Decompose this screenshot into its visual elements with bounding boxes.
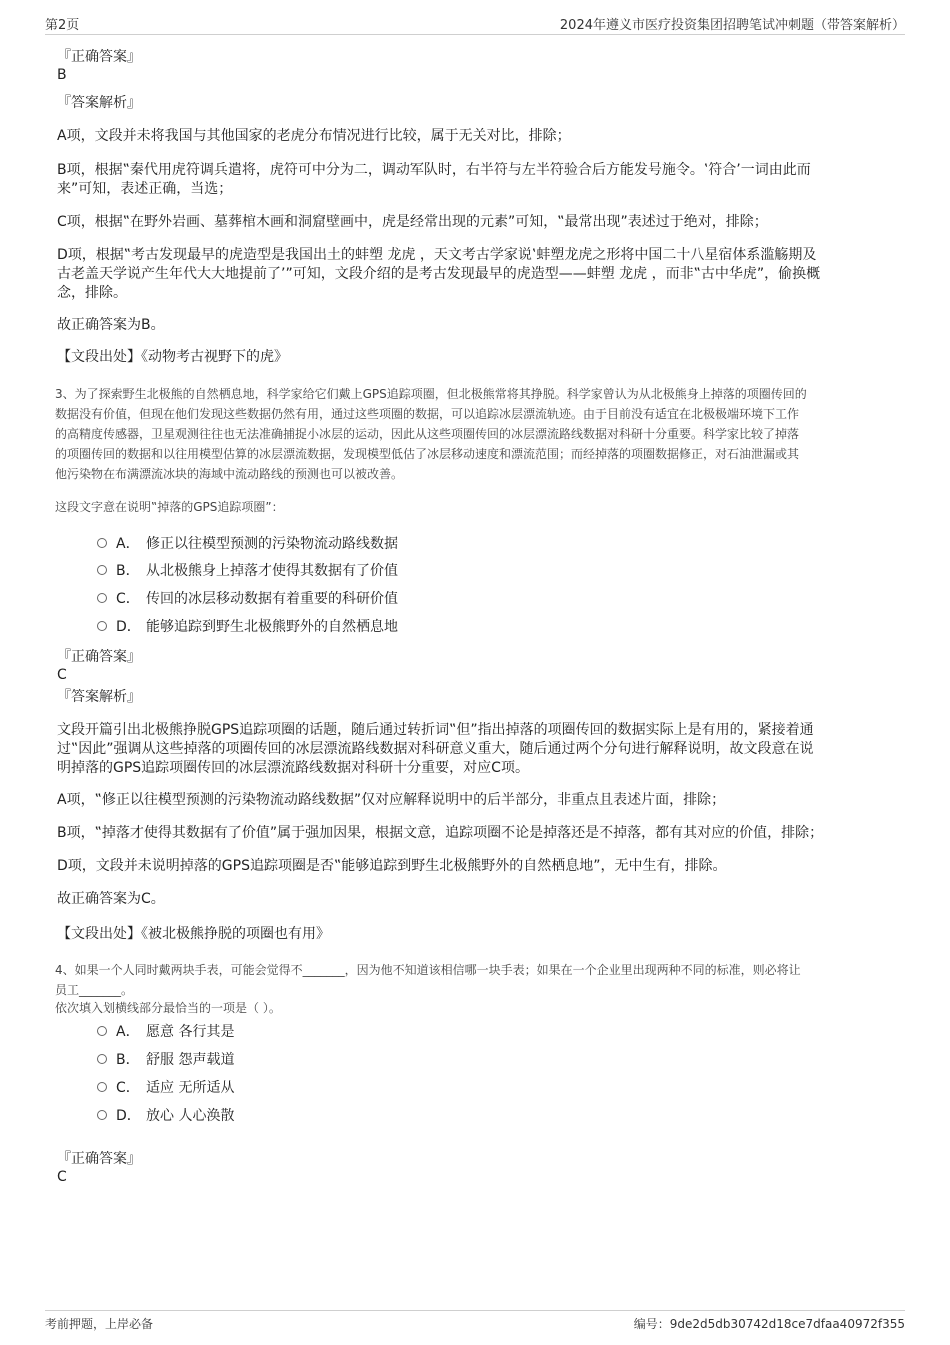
document-title: 2024年遵义市医疗投资集团招聘笔试冲刺题（带答案解析）: [559, 18, 905, 33]
page-number: 第2页: [45, 18, 80, 33]
source-citation: 【文段出处】《动物考古视野下的虎》: [57, 349, 288, 365]
analysis-paragraph: D项，文段并未说明掉落的GPS追踪项圈是否‟能够追踪到野生北极熊野外的自然栖息地”，无中生有，排除。: [57, 858, 727, 874]
option-b[interactable]: B． 舒服 怨声载道: [97, 1050, 234, 1070]
source-citation: 【文段出处】《被北极熊挣脱的项圈也有用》: [57, 926, 330, 942]
analysis-paragraph: C项，根据‟在野外岩画、墓葬棺木画和洞窟壁画中，虎是经常出现的元素”可知，‟最常出现”表述过于绝对，排除；: [57, 214, 768, 230]
option-c[interactable]: C． 适应 无所适从: [97, 1078, 234, 1098]
radio-icon[interactable]: [97, 593, 107, 603]
page-footer: [45, 1310, 905, 1333]
answer-label: 『正确答案』: [57, 1151, 141, 1167]
answer-label: 『正确答案』: [57, 649, 141, 665]
analysis-paragraph: A项，‟修正以往模型预测的污染物流动路线数据”仅对应解释说明中的后半部分，非重点且表述片面，排除；: [57, 792, 726, 808]
conclusion: 故正确答案为B。: [57, 317, 165, 333]
question-prompt: 依次填入划横线部分最恰当的一项是（ ）。: [55, 1001, 281, 1015]
analysis-paragraph: 明掉落的GPS追踪项圈传回的冰层漂流路线数据对科研十分重要，对应C项。: [57, 760, 529, 776]
radio-icon[interactable]: [97, 1026, 107, 1036]
option-a[interactable]: A． 修正以往模型预测的污染物流动路线数据: [97, 534, 398, 554]
radio-icon[interactable]: [97, 1054, 107, 1064]
radio-icon[interactable]: [97, 1082, 107, 1092]
option-c[interactable]: C． 传回的冰层移动数据有着重要的科研价值: [97, 589, 398, 609]
analysis-paragraph: A项，文段并未将我国与其他国家的老虎分布情况进行比较，属于无关对比，排除；: [57, 128, 571, 144]
analysis-paragraph: B项，根据‟秦代用虎符调兵遣将，虎符可中分为二，调动军队时，右半符与左半符验合后方能发号施令。‛符合’一词由此而: [57, 162, 811, 178]
analysis-label: 『答案解析』: [57, 689, 141, 705]
analysis-paragraph: 来”可知，表述正确，当选；: [57, 181, 233, 197]
radio-icon[interactable]: [97, 538, 107, 548]
question-stem: 员工_______。: [55, 983, 134, 997]
option-d[interactable]: D． 能够追踪到野生北极熊野外的自然栖息地: [97, 617, 398, 637]
question-stem: 的高精度传感器，卫星观测往往也无法准确捕捉小冰层的运动，因此从这些项圈传回的冰层漂流路线数据对科研十分重要。科学家比较了掉落: [55, 427, 800, 441]
radio-icon[interactable]: [97, 1110, 107, 1120]
question-stem: 的项圈传回的数据和以往用模型估算的冰层漂流数据，发现模型低估了冰层移动速度和漂流范围；而经掉落的项圈数据修正，对石油泄漏或其: [55, 447, 800, 461]
option-d[interactable]: D． 放心 人心涣散: [97, 1106, 234, 1126]
analysis-label: 『答案解析』: [57, 95, 141, 111]
analysis-paragraph: 文段开篇引出北极熊挣脱GPS追踪项圈的话题，随后通过转折词‟但”指出掉落的项圈传回的数据实际上是有用的，紧接着通: [57, 722, 814, 738]
answer-value: C: [57, 667, 67, 683]
conclusion: 故正确答案为C。: [57, 891, 165, 907]
question-stem: 数据没有价值，但现在他们发现这些数据仍然有用，通过这些项圈的数据，可以追踪冰层漂流轨迹。由于目前没有适宜在北极极端环境下工作: [55, 407, 800, 421]
answer-value: C: [57, 1169, 67, 1185]
analysis-paragraph: B项，‟掉落才使得其数据有了价值”属于强加因果，根据文意，追踪项圈不论是掉落还是不掉落，都有其对应的价值，排除；: [57, 825, 824, 841]
question-stem: 3、为了探索野生北极熊的自然栖息地，科学家给它们戴上GPS追踪项圈，但北极熊常将其挣脱。科学家曾认为从北极熊身上掉落的项圈传回的: [55, 387, 807, 401]
radio-icon[interactable]: [97, 565, 107, 575]
option-b[interactable]: B． 从北极熊身上掉落才使得其数据有了价值: [97, 561, 398, 581]
question-prompt: 这段文字意在说明‟掉落的GPS追踪项圈”：: [55, 500, 284, 514]
answer-label: 『正确答案』: [57, 49, 141, 65]
radio-icon[interactable]: [97, 621, 107, 631]
question-stem: 他污染物在布满漂流冰块的海域中流动路线的预测也可以被改善。: [55, 467, 404, 481]
analysis-paragraph: 古老盖天学说产生年代大大地提前了’”可知，文段介绍的是考古发现最早的虎造型——蚌塑 龙虎 ，而非‟古中华虎”，偷换概: [57, 266, 821, 282]
page-header: [45, 14, 905, 35]
question-stem: 4、如果一个人同时戴两块手表，可能会觉得不_______，因为他不知道该相信哪一块手表；如果在一个企业里出现两种不同的标准，则必将让: [55, 963, 801, 977]
analysis-paragraph: D项，根据‟考古发现最早的虎造型是我国出土的蚌塑 龙虎 ，天文考古学家说‛蚌塑龙虎之形将中国二十八星宿体系滥觞期及: [57, 247, 817, 263]
option-a[interactable]: A． 愿意 各行其是: [97, 1022, 234, 1042]
footer-slogan: 考前押题，上岸必备: [45, 1317, 154, 1331]
document-id: 编号：9de2d5db30742d18ce7dfaa40972f355: [633, 1317, 905, 1331]
analysis-paragraph: 念，排除。: [57, 285, 127, 301]
analysis-paragraph: 过‟因此”强调从这些掉落的项圈传回的冰层漂流路线数据对科研意义重大，随后通过两个分句进行解释说明，故文段意在说: [57, 741, 814, 757]
answer-value: B: [57, 67, 67, 83]
